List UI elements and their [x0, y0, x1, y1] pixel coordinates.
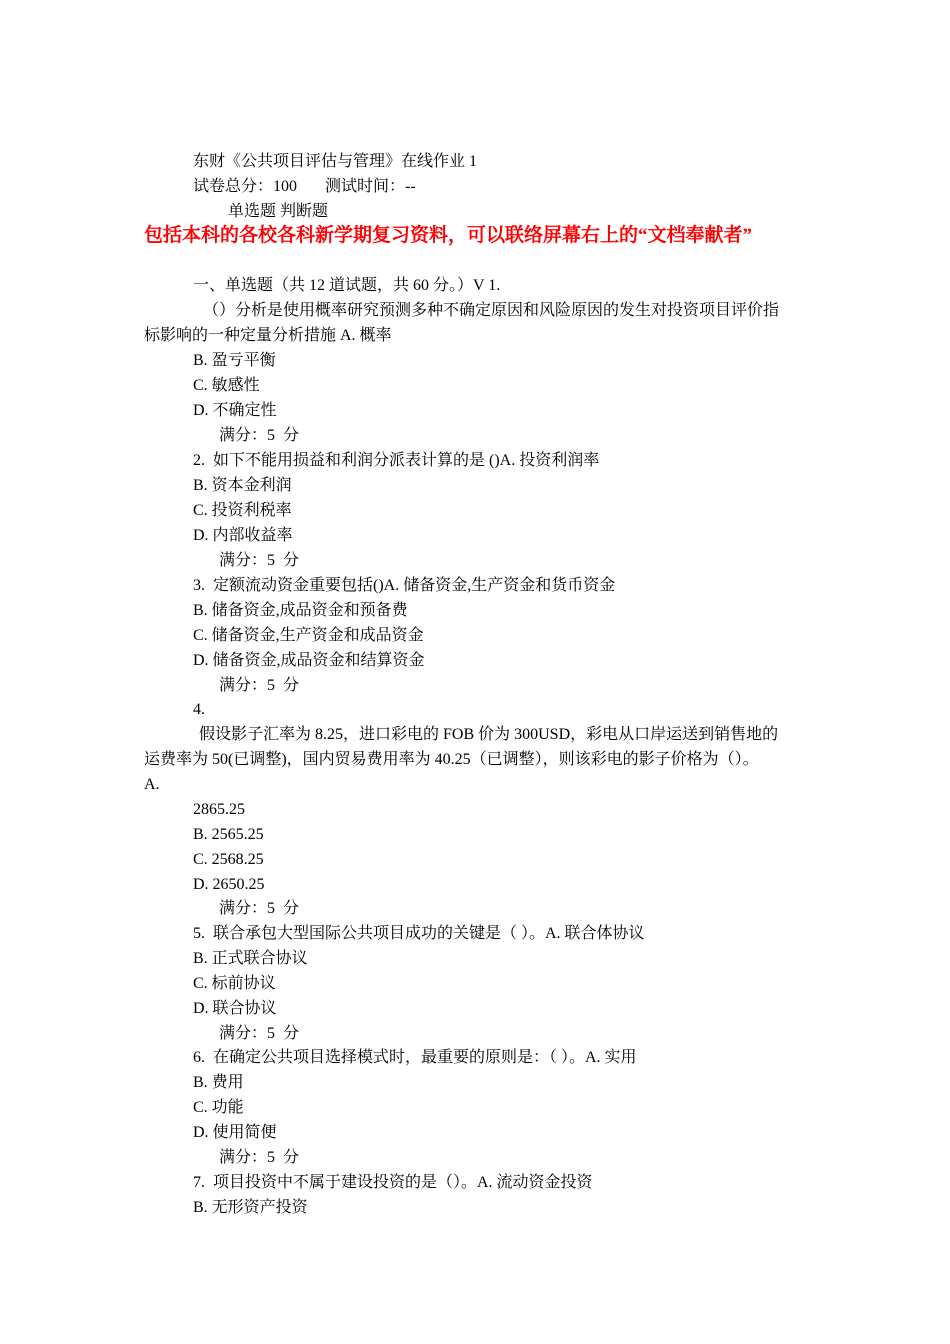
question-5-option-b: B. 正式联合协议 [193, 950, 308, 967]
question-2-stem: 2. 如下不能用损益和利润分派表计算的是 ()A. 投资利润率 [193, 452, 600, 469]
question-6-option-d: D. 使用简便 [193, 1124, 277, 1141]
question-5-stem: 5. 联合承包大型国际公共项目成功的关键是（ ）。A. 联合体协议 [193, 925, 645, 942]
question-6-option-c: C. 功能 [193, 1099, 244, 1116]
question-7-stem: 7. 项目投资中不属于建设投资的是（）。A. 流动资金投资 [193, 1174, 593, 1191]
question-4-option-a-value: 2865.25 [193, 801, 245, 818]
question-2-option-c: C. 投资利税率 [193, 502, 292, 519]
question-3-option-b: B. 储备资金,成品资金和预备费 [193, 602, 408, 619]
score-line: 试卷总分：100 测试时间：-- [193, 178, 416, 195]
question-4-option-a-label: A. [144, 776, 160, 793]
question-6-option-b: B. 费用 [193, 1074, 244, 1091]
question-3-option-d: D. 储备资金,成品资金和结算资金 [193, 652, 425, 669]
question-3-stem: 3. 定额流动资金重要包括()A. 储备资金,生产资金和货币资金 [193, 577, 616, 594]
question-4-stem: 假设影子汇率为 8.25，进口彩电的 FOB 价为 300USD，彩电从口岸运送到销售地的 [199, 726, 779, 743]
question-2-score: 满分：5 分 [219, 552, 300, 569]
question-4-stem-cont: 运费率为 50(已调整)，国内贸易费用率为 40.25（已调整），则该彩电的影子价格为（）。 [144, 751, 759, 768]
document-title: 东财《公共项目评估与管理》在线作业 1 [193, 153, 478, 170]
question-6-score: 满分：5 分 [219, 1149, 300, 1166]
question-4-score: 满分：5 分 [219, 900, 300, 917]
question-1-option-d: D. 不确定性 [193, 402, 277, 419]
question-2-option-d: D. 内部收益率 [193, 527, 293, 544]
question-5-score: 满分：5 分 [219, 1025, 300, 1042]
question-6-stem: 6. 在确定公共项目选择模式时，最重要的原则是：（ ）。A. 实用 [193, 1049, 637, 1066]
section-heading: 一、单选题（共 12 道试题，共 60 分。）V 1. [193, 277, 501, 294]
question-3-score: 满分：5 分 [219, 677, 300, 694]
notice-banner: 包括本科的各校各科新学期复习资料，可以联络屏幕右上的“文档奉献者” [144, 225, 753, 246]
question-1-score: 满分：5 分 [219, 427, 300, 444]
question-4-option-b: B. 2565.25 [193, 826, 264, 843]
question-5-option-c: C. 标前协议 [193, 975, 276, 992]
question-1-option-c: C. 敏感性 [193, 377, 260, 394]
question-4-option-d: D. 2650.25 [193, 876, 265, 893]
question-1-stem-cont: 标影响的一种定量分析措施 A. 概率 [144, 327, 392, 344]
question-4-number: 4. [193, 701, 205, 718]
question-1-stem: （）分析是使用概率研究预测多种不确定原因和风险原因的发生对投资项目评价指 [203, 302, 780, 319]
question-1-option-b: B. 盈亏平衡 [193, 352, 276, 369]
question-3-option-c: C. 储备资金,生产资金和成品资金 [193, 627, 424, 644]
question-4-option-c: C. 2568.25 [193, 851, 264, 868]
question-5-option-d: D. 联合协议 [193, 1000, 277, 1017]
question-7-option-b: B. 无形资产投资 [193, 1199, 308, 1216]
question-type-tabs: 单选题 判断题 [228, 203, 329, 220]
question-2-option-b: B. 资本金利润 [193, 477, 292, 494]
